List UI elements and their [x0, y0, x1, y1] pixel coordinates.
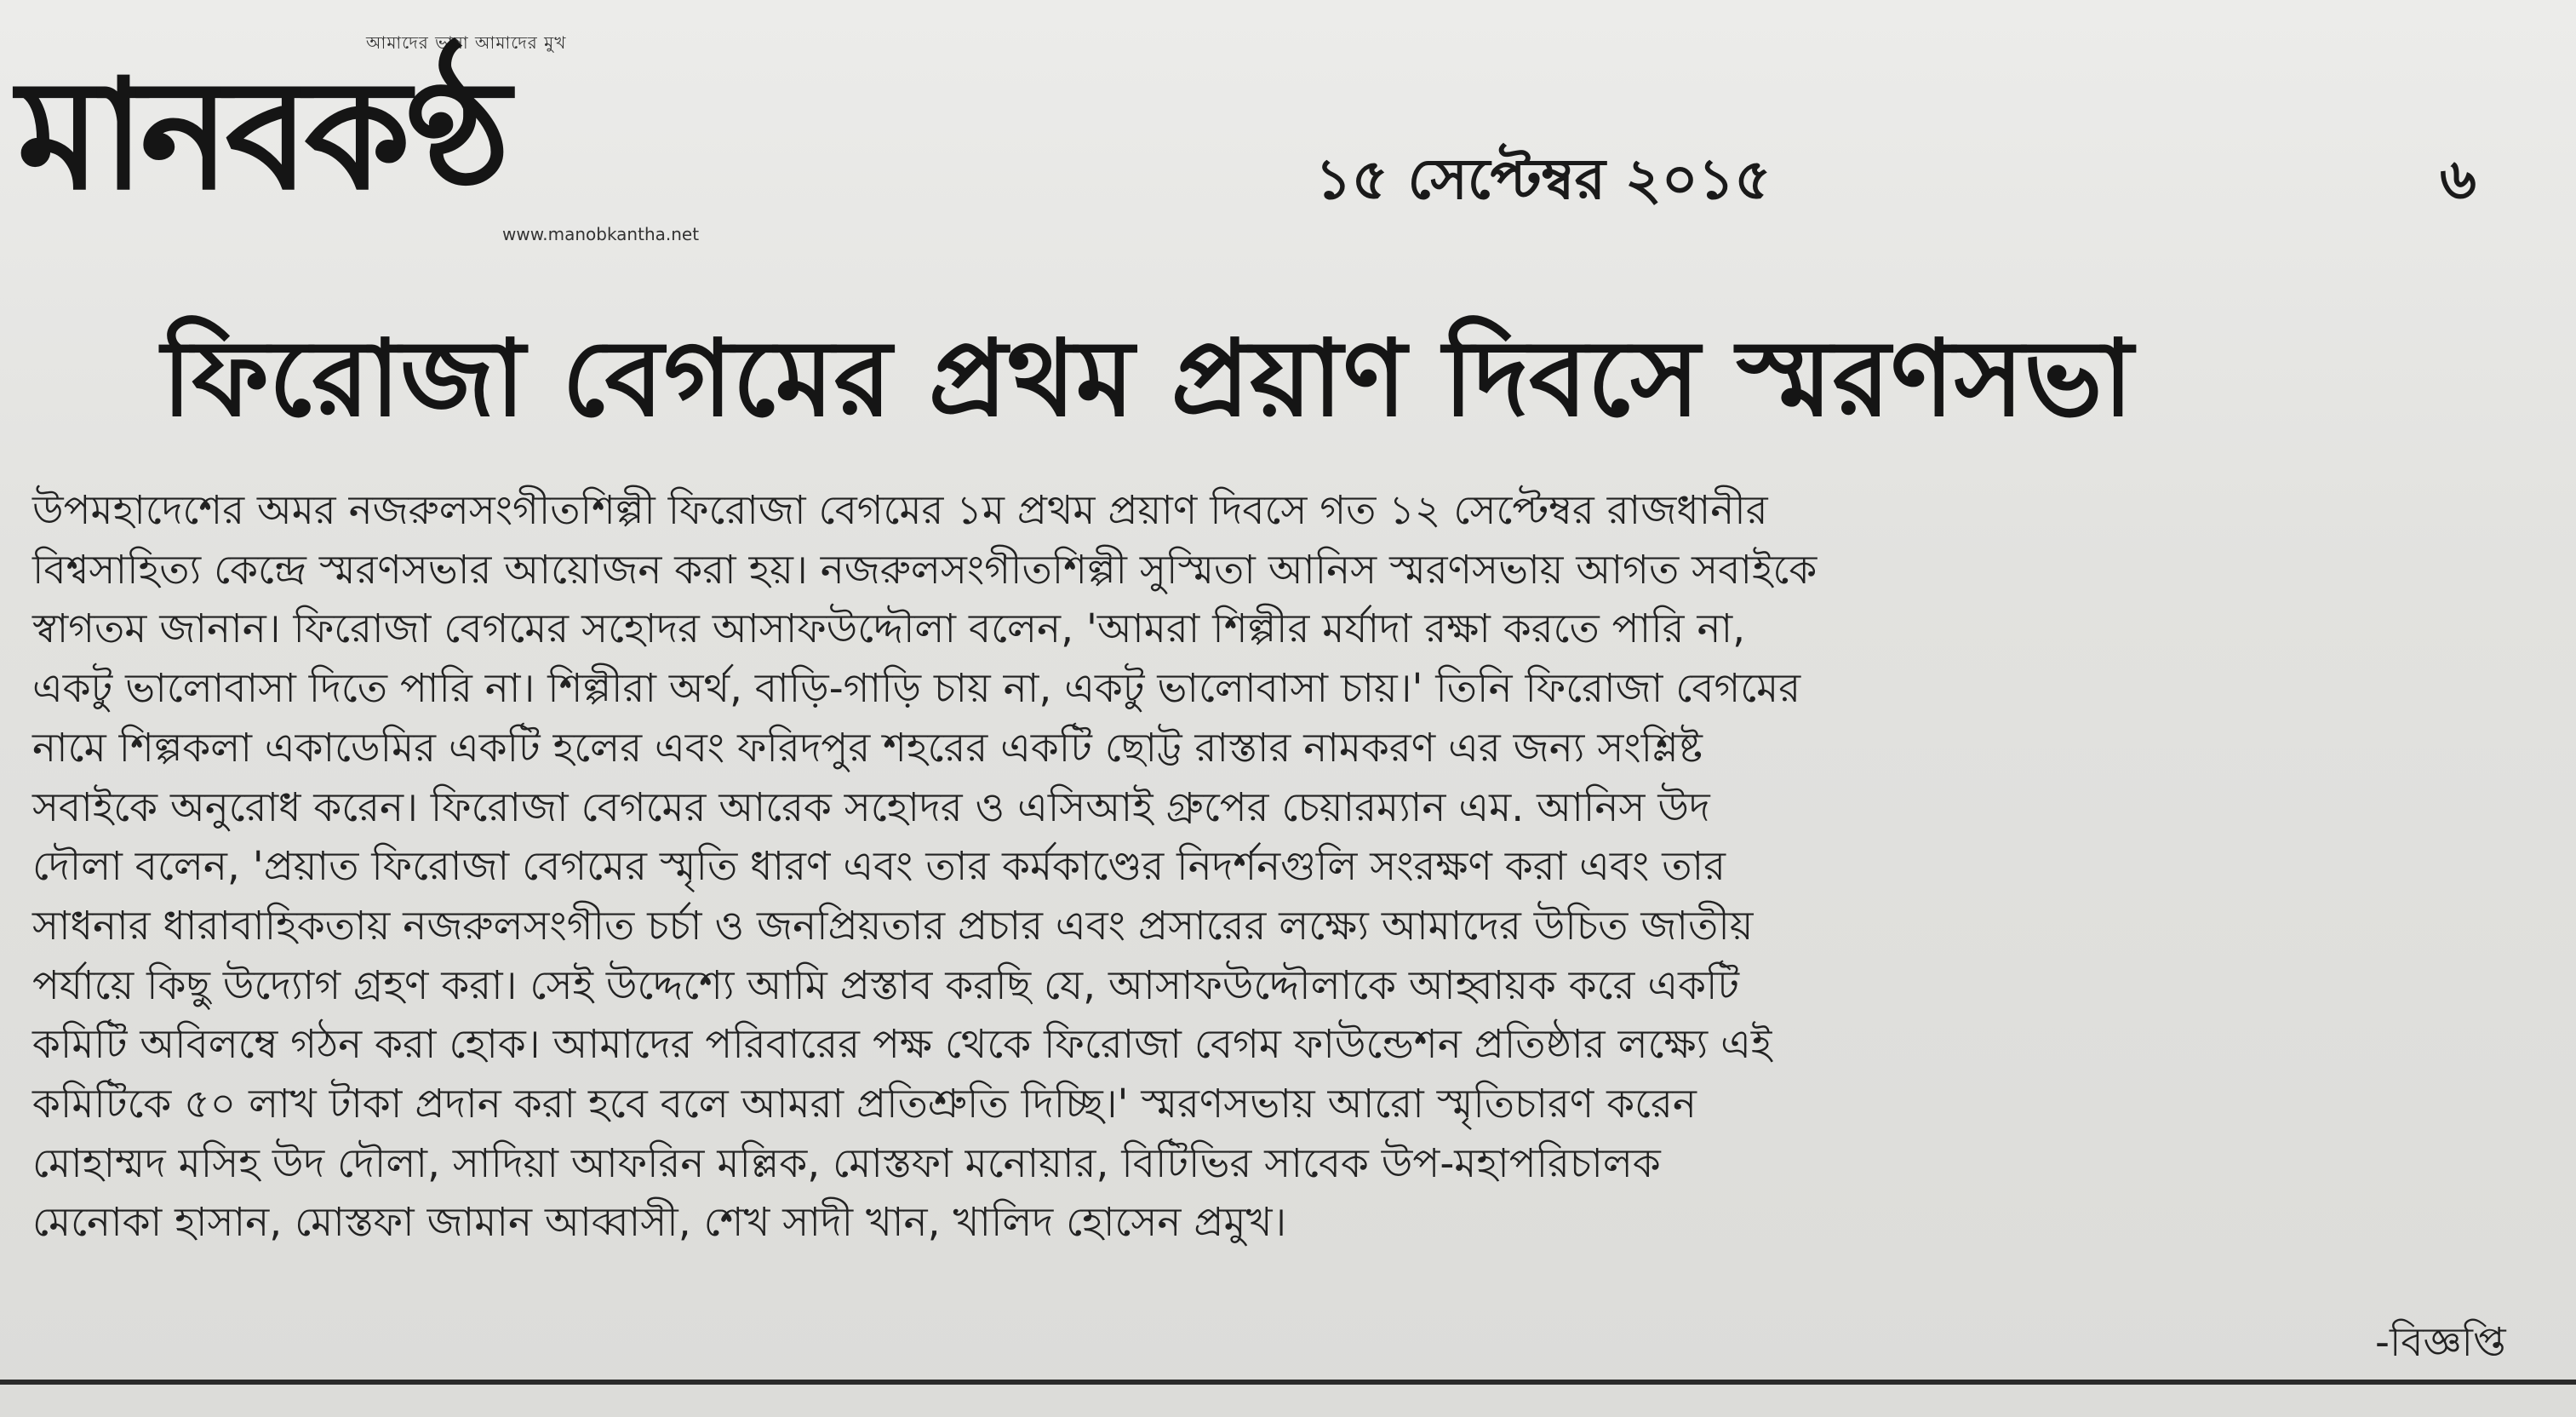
masthead	[17, 15, 766, 271]
masthead-url: www.manobkantha.net	[502, 224, 700, 244]
body-line: সবাইকে অনুরোধ করেন। ফিরোজা বেগমের আরেক সহোদর ও এসিআই গ্রুপের চেয়ারম্যান এম. আনিস উদ	[32, 783, 1710, 831]
article	[0, 281, 2576, 1366]
body-line: পর্যায়ে কিছু উদ্যোগ গ্রহণ করা। সেই উদ্দেশ্যে আমি প্রস্তাব করছি যে, আসাফউদ্দৌলাকে আহ্বায়ক করে একটি	[32, 961, 1740, 1009]
body-line: কমিটি অবিলম্বে গঠন করা হোক। আমাদের পরিবারের পক্ষ থেকে ফিরোজা বেগম ফাউন্ডেশন প্রতিষ্ঠার লক্ষ্যে এই	[32, 1021, 1772, 1069]
issue-date: ১৫ সেপ্টেম্বর ২০১৫	[1315, 146, 1772, 212]
body-line: কমিটিকে ৫০ লাখ টাকা প্রদান করা হবে বলে আমরা প্রতিশ্রুতি দিচ্ছি।' স্মরণসভায় আরো স্মৃতিচারণ করেন	[32, 1081, 1697, 1128]
newspaper-logo: মানবকণ্ঠ	[17, 45, 506, 223]
body-line: একটু ভালোবাসা দিতে পারি না। শিল্পীরা অর্থ, বাড়ি-গাড়ি চায় না, একটু ভালোবাসা চায়।' তিনি ফিরোজা বেগমের	[32, 665, 1801, 713]
page-number: ৬	[2440, 146, 2476, 212]
body-line: দৌলা বলেন, 'প্রয়াত ফিরোজা বেগমের স্মৃতি ধারণ এবং তার কর্মকাণ্ডের নিদর্শনগুলি সংরক্ষণ করা এবং তার	[32, 843, 1726, 891]
body-line: উপমহাদেশের অমর নজরুলসংগীতশিল্পী ফিরোজা বেগমের ১ম প্রথম প্রয়াণ দিবসে গত ১২ সেপ্টেম্বর রাজধানীর	[32, 487, 1768, 534]
article-source: -বিজ্ঞপ্তি	[2375, 1319, 2506, 1366]
body-line: মোহাম্মদ মসিহ উদ দৌলা, সাদিয়া আফরিন মল্লিক, মোস্তফা মনোয়ার, বিটিভির সাবেক উপ-মহাপরিচালক	[32, 1139, 1661, 1187]
article-body	[32, 481, 2552, 1253]
article-headline: ফিরোজা বেগমের প্রথম প্রয়াণ দিবসে স্মরণসভা	[162, 318, 2133, 440]
bottom-rule	[0, 1380, 2576, 1385]
masthead-tagline: আমাদের ভাষা আমাদের মুখ	[366, 32, 567, 53]
body-line: সাধনার ধারাবাহিকতায় নজরুলসংগীত চর্চা ও জনপ্রিয়তার প্রচার এবং প্রসারের লক্ষ্যে আমাদের উচিত জাতীয়	[32, 902, 1754, 949]
body-line: বিশ্বসাহিত্য কেন্দ্রে স্মরণসভার আয়োজন করা হয়। নজরুলসংগীতশিল্পী সুস্মিতা আনিস স্মরণসভায় আগত সবাইকে	[32, 546, 1818, 594]
body-line: স্বাগতম জানান। ফিরোজা বেগমের সহোদর আসাফউদ্দৌলা বলেন, 'আমরা শিল্পীর মর্যাদা রক্ষা করতে পারি না,	[32, 605, 1746, 653]
body-line: মেনোকা হাসান, মোস্তফা জামান আব্বাসী, শেখ সাদী খান, খালিদ হোসেন প্রমুখ।	[32, 1199, 1287, 1247]
body-line: নামে শিল্পকলা একাডেমির একটি হলের এবং ফরিদপুর শহরের একটি ছোট্ট রাস্তার নামকরণ এর জন্য সংশ্লিষ্ট	[32, 724, 1703, 772]
